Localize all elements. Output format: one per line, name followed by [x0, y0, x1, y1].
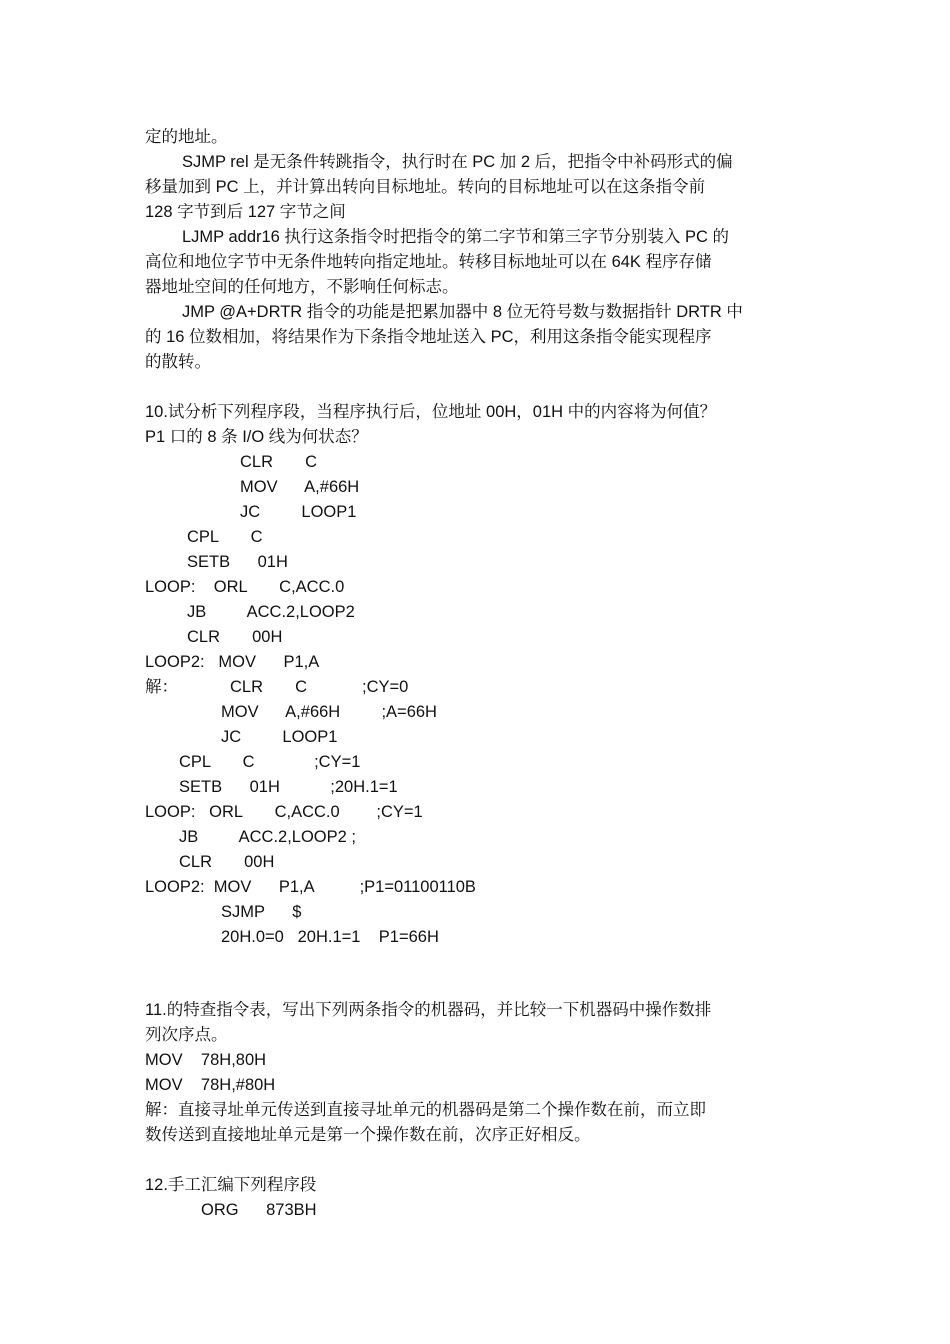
question-12-line: 12.手工汇编下列程序段: [145, 1176, 317, 1194]
code-line: MOV 78H,80H: [145, 1051, 267, 1069]
code-line: LOOP2: MOV P1,A: [145, 653, 320, 671]
code-line: LOOP: ORL C,ACC.0 ;CY=1: [145, 803, 423, 821]
code-line: MOV A,#66H ;A=66H: [221, 703, 437, 721]
text-line: LJMP addr16 执行这条指令时把指令的第二字节和第三字节分别装入 PC 的: [182, 228, 730, 246]
text-line: 的散转。: [145, 353, 211, 371]
code-line: LOOP2: MOV P1,A ;P1=01100110B: [145, 878, 476, 896]
code-line: SETB 01H ;20H.1=1: [179, 778, 398, 796]
code-line: JC LOOP1: [221, 728, 338, 746]
code-line: CLR 00H: [187, 628, 283, 646]
code-line: SETB 01H: [187, 553, 288, 571]
text-line: 的 16 位数相加，将结果作为下条指令地址送入 PC，利用这条指令能实现程序: [145, 328, 712, 346]
text-line: JMP @A+DRTR 指令的功能是把累加器中 8 位无符号数与数据指针 DRTR 中: [182, 303, 743, 321]
code-line: LOOP: ORL C,ACC.0: [145, 578, 345, 596]
text-line: 移量加到 PC 上，并计算出转向目标地址。转向的目标地址可以在这条指令前: [145, 178, 706, 196]
text-line: SJMP rel 是无条件转跳指令，执行时在 PC 加 2 后，把指令中补码形式的偏: [182, 153, 733, 171]
code-line: CLR C: [240, 453, 318, 471]
text-line: 定的地址。: [145, 128, 228, 146]
answer-line: 数传送到直接地址单元是第一个操作数在前，次序正好相反。: [145, 1126, 591, 1144]
code-line: ORG 873BH: [201, 1201, 317, 1219]
code-line: JB ACC.2,LOOP2: [187, 603, 355, 621]
code-line: CLR C ;CY=0: [230, 678, 409, 696]
code-line: JC LOOP1: [240, 503, 357, 521]
code-line: CPL C: [187, 528, 263, 546]
result-line: 20H.0=0 20H.1=1 P1=66H: [221, 928, 439, 946]
question-10-line: 10.试分析下列程序段，当程序执行后，位地址 00H，01H 中的内容将为何值？: [145, 403, 717, 421]
text-line: 器地址空间的任何地方，不影响任何标志。: [145, 278, 459, 296]
text-line: 128 字节到后 127 字节之间: [145, 203, 346, 221]
code-line: CLR 00H: [179, 853, 275, 871]
answer-line: 解：直接寻址单元传送到直接寻址单元的机器码是第二个操作数在前，而立即: [145, 1101, 706, 1119]
answer-label: 解：: [145, 678, 178, 696]
code-line: JB ACC.2,LOOP2 ;: [179, 828, 356, 846]
code-line: SJMP $: [221, 903, 302, 921]
text-line: 列次序点。: [145, 1026, 228, 1044]
code-line: CPL C ;CY=1: [179, 753, 361, 771]
text-line: 高位和地位字节中无条件地转向指定地址。转移目标地址可以在 64K 程序存储: [145, 253, 712, 271]
text-line: P1 口的 8 条 I/O 线为何状态？: [145, 428, 368, 446]
code-line: MOV A,#66H: [240, 478, 360, 496]
question-11-line: 11.的特查指令表，写出下列两条指令的机器码，并比较一下机器码中操作数排: [145, 1001, 712, 1019]
code-line: MOV 78H,#80H: [145, 1076, 276, 1094]
